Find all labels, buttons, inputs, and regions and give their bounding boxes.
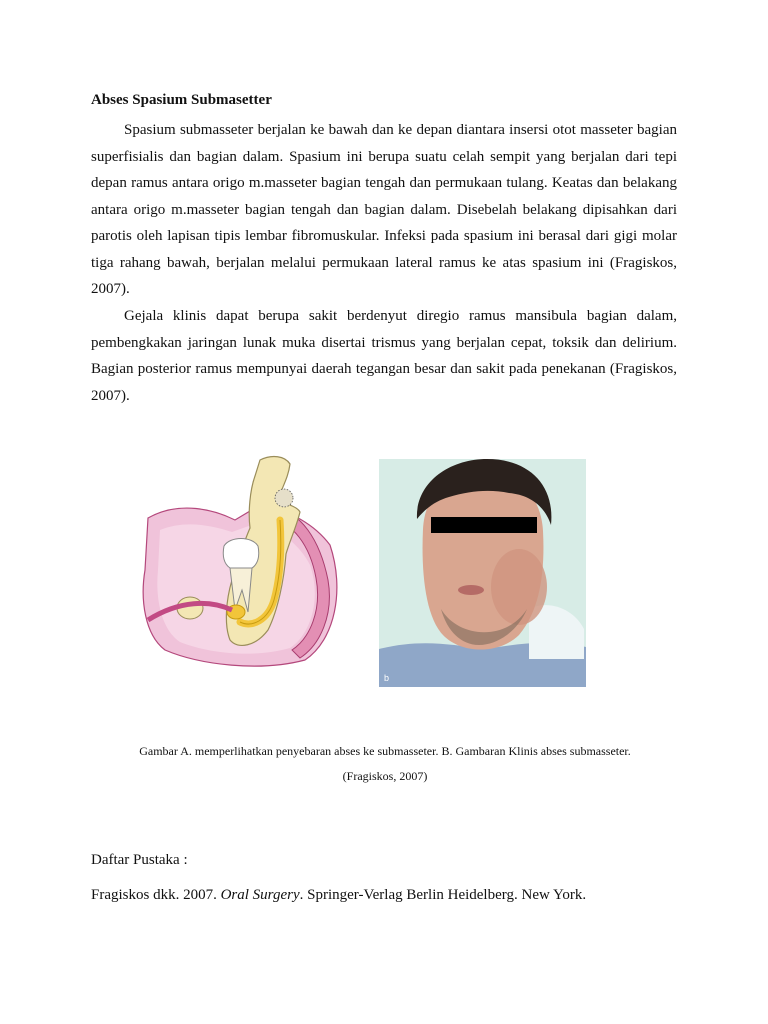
section-heading: Abses Spasium Submasetter xyxy=(91,92,272,108)
reference-author-year: Fragiskos dkk. 2007. xyxy=(91,887,221,903)
references-title: Daftar Pustaka : xyxy=(91,852,188,868)
paragraph-1: Spasium submasseter berjalan ke bawah dan ke depan diantara insersi otot masseter bagian superfisialis dan bagian dalam. Spasium ini berupa suatu celah sempit yang berjalan dari tepi depan ramus antara origo m.masseter bagian tengah dan permukaan tulang. Keatas dan belakang antara origo m.masseter bagian tengah dan bagian dalam. Disebelah belakang dipisahkan dari parotis oleh lapisan tipis lembar fibromuskular. Infeksi pada spasium ini berasal dari gigi molar tiga rahang bawah, berjalan melalui permukaan lateral ramus ke atas spasium ini (Fragiskos, 2007). xyxy=(91,122,677,297)
figure-caption xyxy=(100,739,670,789)
clinical-photo xyxy=(379,459,586,687)
figure xyxy=(0,446,768,696)
bone-porous-patch xyxy=(275,489,293,507)
abscess-spread-illustration xyxy=(140,450,345,672)
panel-b-letter: b xyxy=(384,673,390,683)
caption-line-1: Gambar A. memperlihatkan penyebaran abses ke submasseter. B. Gambaran Klinis abses submasseter. xyxy=(139,744,631,758)
mouth xyxy=(458,585,484,595)
reference-entry xyxy=(91,887,586,904)
tooth-crown xyxy=(223,539,259,569)
privacy-bar xyxy=(431,517,537,533)
paragraph-2: Gejala klinis dapat berupa sakit berdenyut diregio ramus mansibula bagian dalam, pembengkakan jaringan lunak muka disertai trismus yang berjalan cepat, toksik dan delirium. Bagian posterior ramus mempunyai daerah tegangan besar dan sakit pada penekanan (Fragiskos, 2007). xyxy=(91,308,677,404)
cheek-swelling xyxy=(491,549,547,625)
reference-book-title: Oral Surgery xyxy=(220,887,300,903)
caption-line-2: (Fragiskos, 2007) xyxy=(342,769,428,783)
reference-publisher: . Springer-Verlag Berlin Heidelberg. New York. xyxy=(299,887,587,903)
